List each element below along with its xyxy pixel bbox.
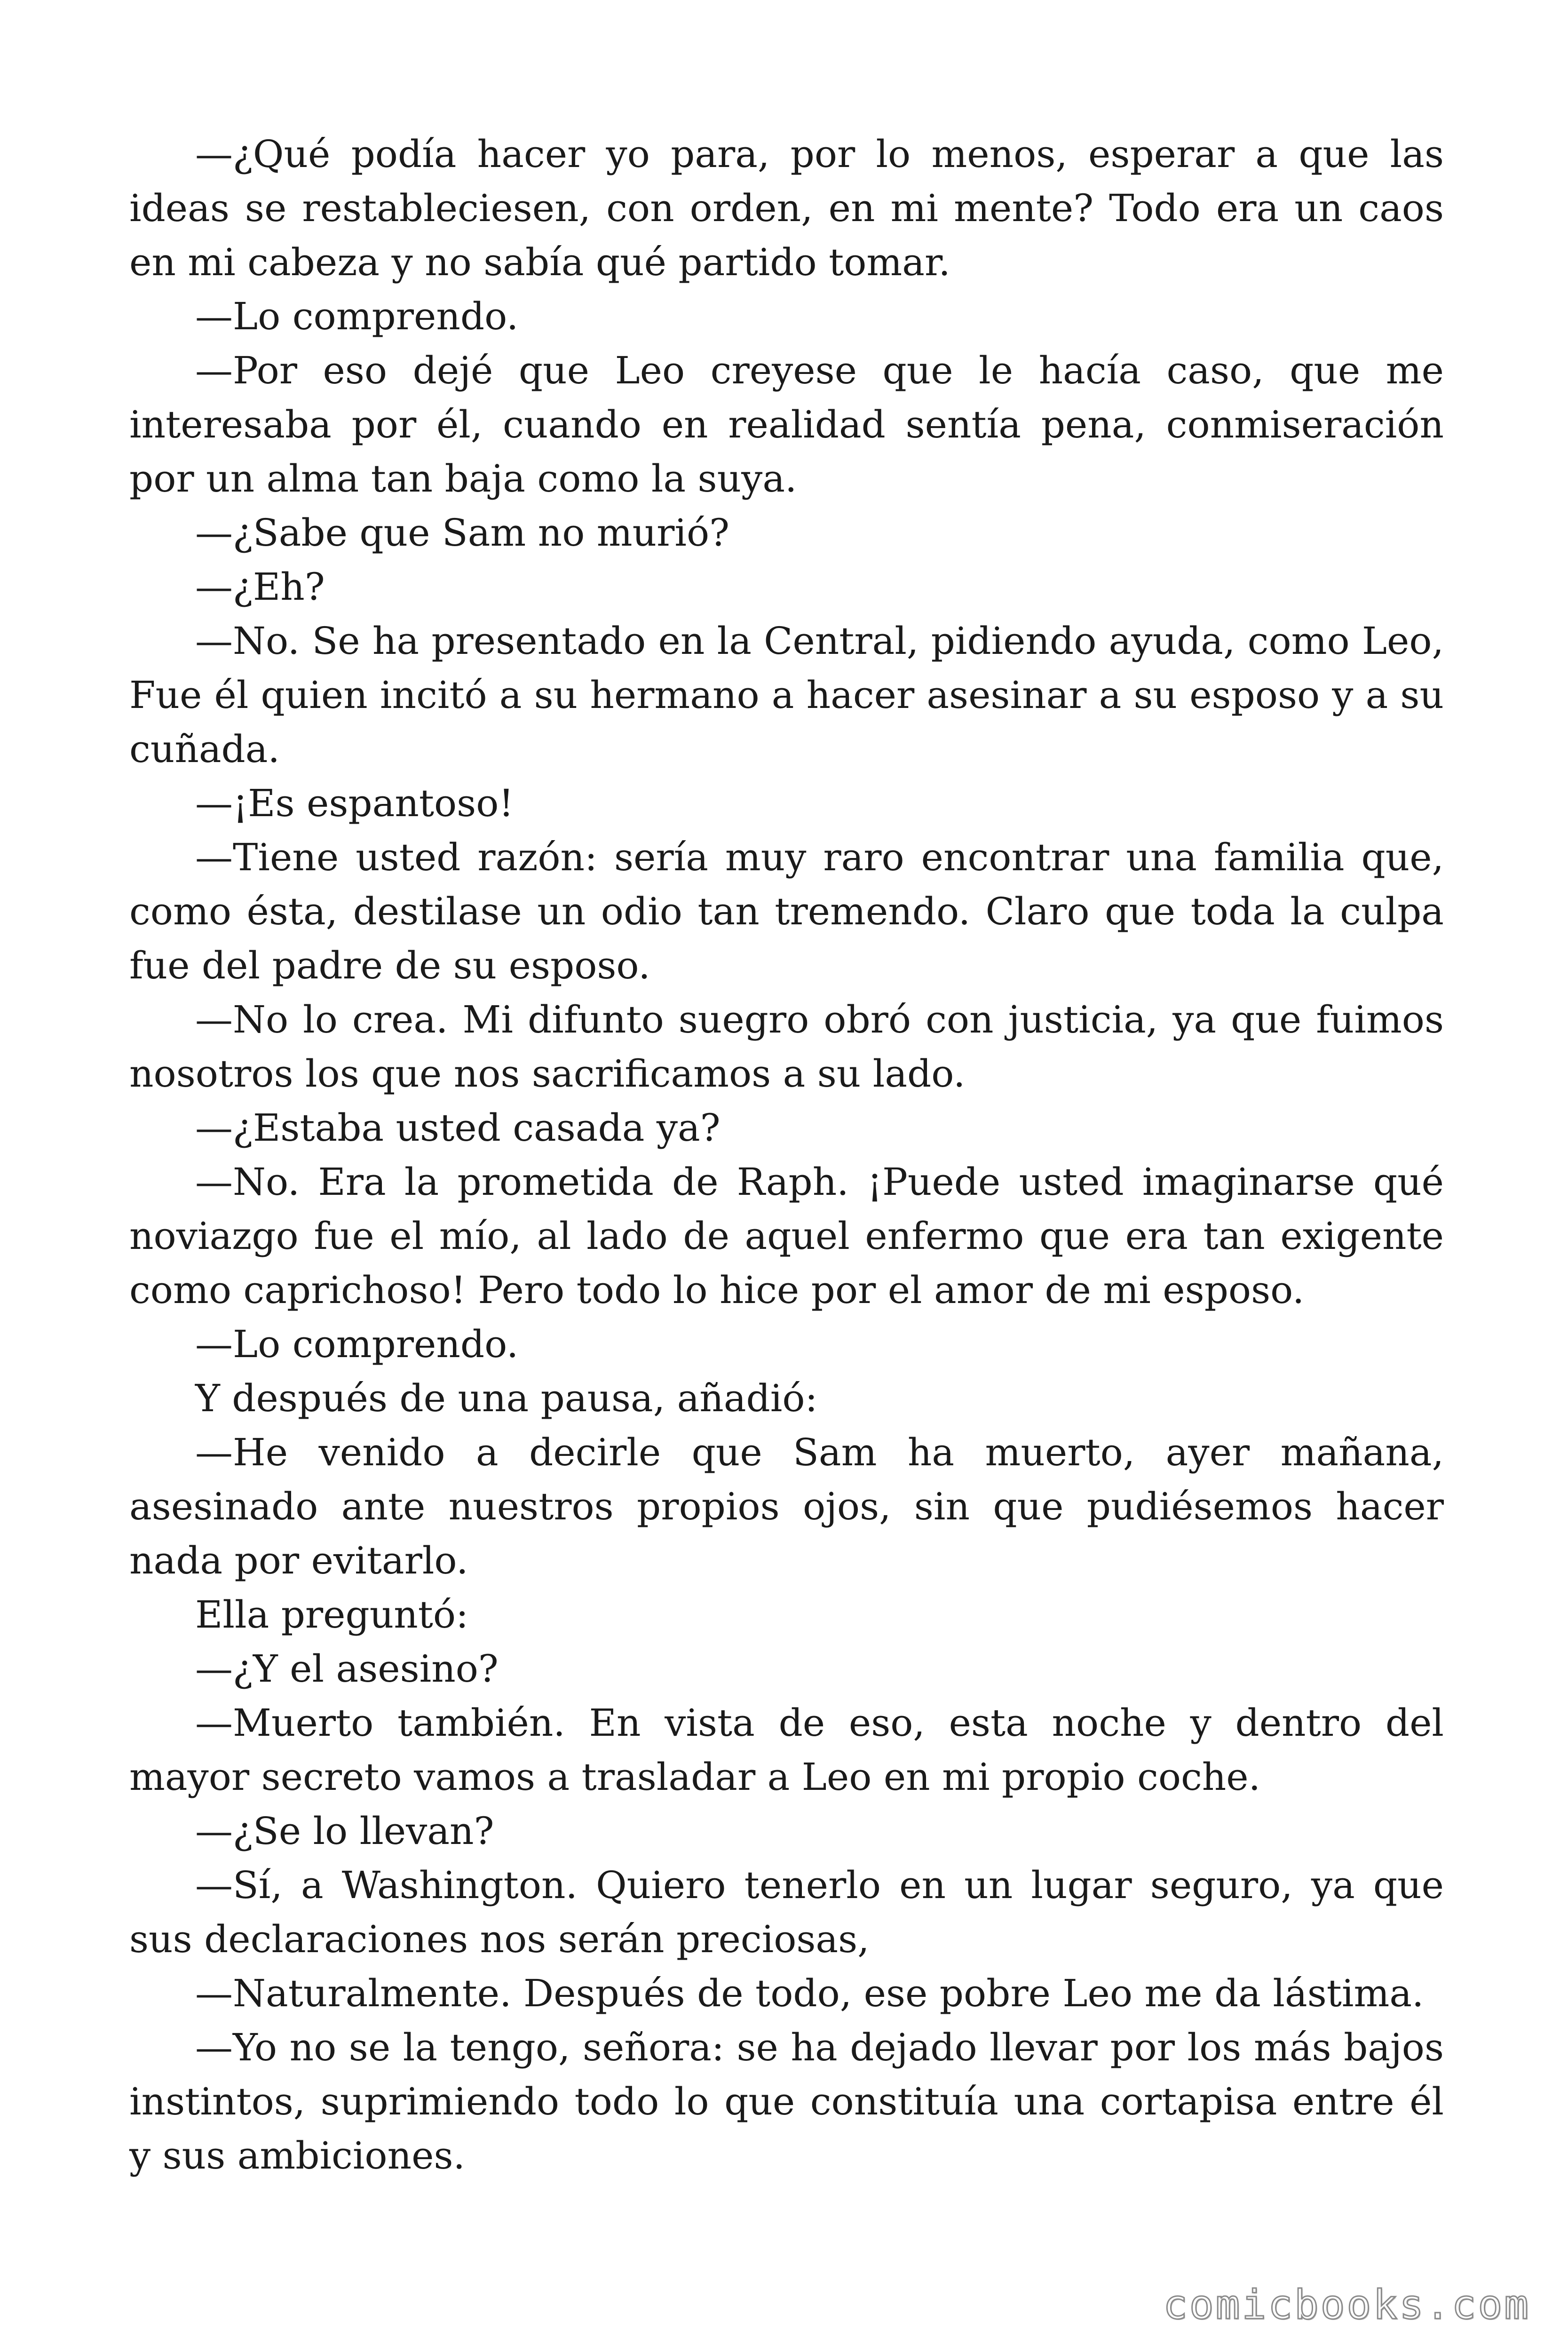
paragraph: —¿Qué podía hacer yo para, por lo menos, esperar a que las ideas se restableciesen, con orden, en mi mente? Todo era un caos en mi cabeza y no sabía qué partido tomar. — [129, 132, 1444, 284]
paragraph: —¿Se lo llevan? — [195, 1809, 494, 1853]
page-body — [129, 127, 1444, 2183]
paragraph: —Sí, a Washington. Quiero tenerlo en un lugar seguro, ya que sus declaraciones nos serán preciosas, — [129, 1863, 1444, 1961]
paragraph: —¿Estaba usted casada ya? — [195, 1106, 721, 1150]
paragraph: —Naturalmente. Después de todo, ese pobre Leo me da lástima. — [195, 1971, 1424, 2015]
paragraph: —No. Era la prometida de Raph. ¡Puede usted imaginarse qué noviazgo fue el mío, al lado de aquel enfermo que era tan exigente como caprichoso! Pero todo lo hice por el amor de mi esposo. — [129, 1160, 1444, 1312]
paragraph: —Lo comprendo. — [195, 294, 519, 338]
watermark: comicbooks.com — [1163, 2281, 1530, 2328]
paragraph: —No. Se ha presentado en la Central, pidiendo ayuda, como Leo, Fue él quien incitó a su hermano a hacer asesinar a su esposo y a su cuñada. — [129, 619, 1444, 771]
paragraph: —Yo no se la tengo, señora: se ha dejado llevar por los más bajos instintos, suprimiendo todo lo que constituía una cortapisa entre él y sus ambiciones. — [129, 2026, 1444, 2177]
paragraph: —Tiene usted razón: sería muy raro encontrar una familia que, como ésta, destilase un odio tan tremendo. Claro que toda la culpa fue del padre de su esposo. — [129, 835, 1444, 987]
paragraph: —¿Sabe que Sam no murió? — [195, 511, 730, 555]
paragraph: —Muerto también. En vista de eso, esta noche y dentro del mayor secreto vamos a trasladar a Leo en mi propio coche. — [129, 1701, 1444, 1799]
paragraph: Y después de una pausa, añadió: — [195, 1376, 818, 1420]
paragraph: —Lo comprendo. — [195, 1322, 519, 1366]
paragraph: —¡Es espantoso! — [195, 781, 514, 825]
paragraph: —Por eso dejé que Leo creyese que le hacía caso, que me interesaba por él, cuando en realidad sentía pena, conmiseración por un alma tan baja como la suya. — [129, 349, 1444, 501]
paragraph: —¿Eh? — [195, 565, 325, 609]
paragraph: —He venido a decirle que Sam ha muerto, ayer mañana, asesinado ante nuestros propios ojos, sin que pudiésemos hacer nada por evitarlo. — [129, 1430, 1444, 1582]
paragraph: Ella preguntó: — [195, 1593, 469, 1637]
paragraph: —¿Y el asesino? — [195, 1647, 499, 1691]
paragraph: —No lo crea. Mi difunto suegro obró con justicia, ya que fuimos nosotros los que nos sacrificamos a su lado. — [129, 998, 1444, 1096]
